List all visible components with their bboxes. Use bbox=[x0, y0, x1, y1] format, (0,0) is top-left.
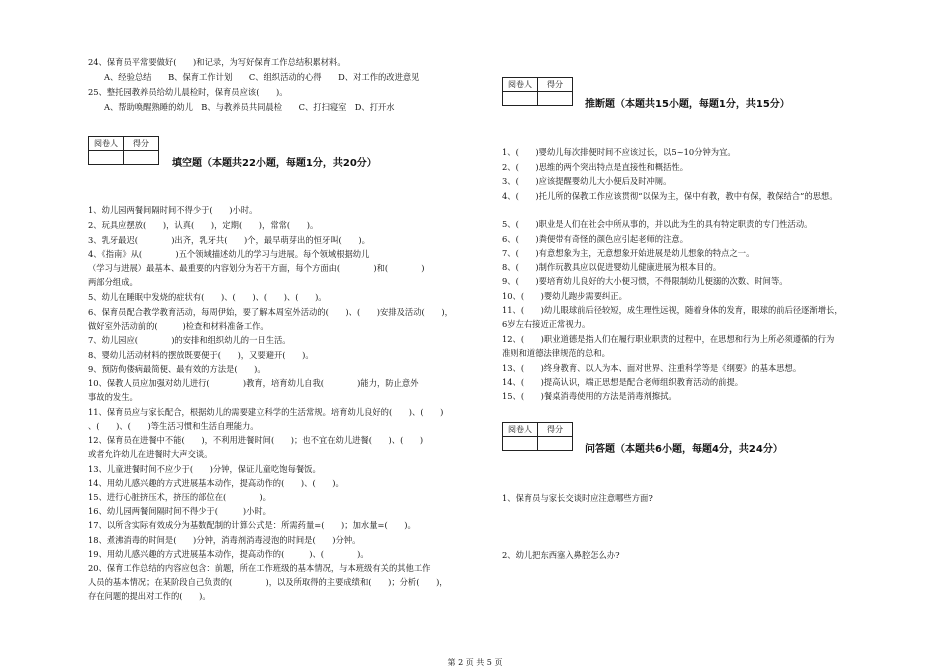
fill-line: 、( )、( )等生活习惯和生活自理能力。 bbox=[88, 421, 259, 431]
fill-line: 11、保育员应与家长配合，根据幼儿的需要建立科学的生活常规。培育幼儿良好的( )、( ) bbox=[88, 407, 444, 417]
judge-line: 7、( )有意想象为主，无意想象开始进展是幼儿想象的特点之一。 bbox=[502, 248, 755, 258]
fill-line: 18、煮沸消毒的时间是( )分钟，消毒剂消毒浸泡的时间是( )分钟。 bbox=[88, 535, 361, 545]
fill-line: 8、婴幼儿活动材料的摆放既要便于( )，又要避开( )。 bbox=[88, 350, 314, 360]
fill-line: 3、乳牙最迟( )出齐，乳牙共( )个，最早萌芽出的恒牙叫( )。 bbox=[88, 235, 370, 245]
page-footer: 第 2 页 共 5 页 bbox=[447, 658, 503, 667]
judge-section-title: 推断题（本题共15小题，每题1分，共15分） bbox=[585, 99, 790, 110]
judge-line: 14、( )提高认识，端正思想是配合老师组织教育活动的前提。 bbox=[502, 377, 744, 387]
judge-line: 6、( )粪便带有奇怪的颜色应引起老师的注意。 bbox=[502, 234, 688, 244]
fill-line: 15、进行心脏挤压术，挤压的部位在( )。 bbox=[88, 492, 271, 502]
judge-line: 4、( )托儿所的保教工作应该贯彻“以保为主，保中有教，教中有保，教保结合”的思想。 bbox=[502, 191, 838, 201]
fill-line: 19、用幼儿感兴趣的方式进展基本动作，提高动作的( )、( )。 bbox=[88, 549, 369, 559]
fill-score-box bbox=[88, 136, 159, 165]
reviewer-label: 阅卷人 bbox=[503, 78, 538, 92]
fill-line: 20、保育工作总结的内容应包含：前题，所在工作班级的基本情况，与本班级有关的其他工作 bbox=[88, 563, 431, 573]
fill-line: （学习与进展）最基本、最重要的内容划分为若干方面，每个方面由( )和( ) bbox=[88, 263, 425, 273]
judge-line: 15、( )餐桌消毒使用的方法是消毒剂擦拭。 bbox=[502, 391, 677, 401]
fill-line: 或者允许幼儿在进餐时大声交谈。 bbox=[88, 449, 213, 459]
fill-line: 14、用幼儿感兴趣的方式进展基本动作，提高动作的( )、( )。 bbox=[88, 478, 344, 488]
qa-score-box bbox=[502, 422, 573, 451]
fill-line: 事故的发生。 bbox=[88, 392, 138, 402]
score-label: 得分 bbox=[124, 137, 159, 151]
qa-question-2: 2、幼儿把东西塞入鼻腔怎么办? bbox=[502, 550, 620, 560]
fill-line: 17、以所含实际有效成分为基数配制的计算公式是：所需药量=( )；加水量=( )。 bbox=[88, 520, 416, 530]
question-24-stem: 24、保育员平常要做好( )和记录，为写好保育工作总结积累材料。 bbox=[88, 57, 346, 67]
judge-line: 准则和道德法律规范的总和。 bbox=[502, 348, 610, 358]
reviewer-label: 阅卷人 bbox=[89, 137, 124, 151]
judge-line: 6岁左右接近正常视力。 bbox=[502, 319, 591, 329]
fill-line: 2、玩具应摆放( )，认真( )，定期( )，常常( )。 bbox=[88, 220, 319, 230]
judge-line: 8、( )制作玩教具应以促进婴幼儿健康进展为根本目的。 bbox=[502, 262, 722, 272]
qa-question-1: 1、保育员与家长交谈时应注意哪些方面? bbox=[502, 493, 653, 503]
fill-line: 人员的基本情况；在某阶段自己负责的( )，以及所取得的主要成绩和( )；分析( )， bbox=[88, 577, 448, 587]
judge-line: 5、( )职业是人们在社会中所从事的，并以此为生的具有特定职责的专门性活动。 bbox=[502, 219, 813, 229]
fill-section-title: 填空题（本题共22小题，每题1分，共20分） bbox=[172, 158, 377, 169]
judge-line: 10、( )婴幼儿跑步需要纠正。 bbox=[502, 291, 627, 301]
fill-line: 5、幼儿在睡眠中发烧的症状有( )、( )、( )、( )。 bbox=[88, 292, 327, 302]
score-label: 得分 bbox=[538, 423, 573, 437]
judge-line: 12、( )职业道德是指人们在履行职业职责的过程中，在思想和行为上所必须遵循的行为 bbox=[502, 334, 835, 344]
fill-line: 4、《指南》从( )五个领域描述幼儿的学习与进展。每个领域根据幼儿 bbox=[88, 249, 370, 259]
judge-line: 1、( )婴幼儿每次排便时间不应该过长，以5~10分钟为宜。 bbox=[502, 147, 736, 157]
fill-line: 存在问题的提出对工作的( )。 bbox=[88, 591, 211, 601]
reviewer-label: 阅卷人 bbox=[503, 423, 538, 437]
fill-line: 16、幼儿园两餐间隔时间不得少于( )小时。 bbox=[88, 506, 271, 516]
fill-line: 9、预防佝偻病最简便、最有效的方法是( )。 bbox=[88, 364, 266, 374]
fill-line: 10、保教人员应加强对幼儿进行( )教育，培育幼儿自我( )能力，防止意外 bbox=[88, 378, 419, 388]
question-24-options: A、经验总结 B、保育工作计划 C、组织活动的心得 D、对工作的改进意见 bbox=[104, 72, 420, 82]
judge-score-box bbox=[502, 77, 573, 106]
fill-line: 12、保育员在进餐中不能( )，不利用进餐时间( )；也不宜在幼儿进餐( )、( ) bbox=[88, 435, 424, 445]
fill-line: 两部分组成。 bbox=[88, 277, 138, 287]
judge-line: 2、( )思维的两个突出特点是直接性和概括性。 bbox=[502, 162, 688, 172]
fill-line: 做好室外活动前的( )检查和材料准备工作。 bbox=[88, 321, 269, 331]
fill-line: 1、幼儿园两餐间隔时间不得少于( )小时。 bbox=[88, 205, 258, 215]
question-25-stem: 25、整托园教养员给幼儿晨检时，保育员应该( )。 bbox=[88, 87, 288, 97]
fill-line: 7、幼儿园应( )的安排和组织幼儿的一日生活。 bbox=[88, 335, 291, 345]
judge-line: 13、( )终身教育、以人为本、面对世界、注重科学等是《纲要》的基本思想。 bbox=[502, 363, 802, 373]
qa-section-title: 问答题（本题共6小题，每题4分，共24分） bbox=[585, 444, 783, 455]
judge-line: 11、( )幼儿眼球前后径较短，成生理性远视，随着身体的发育，眼球的前后径逐渐增长， bbox=[502, 305, 843, 315]
judge-line: 3、( )应该提醒婴幼儿大小便后及时冲厕。 bbox=[502, 176, 672, 186]
score-label: 得分 bbox=[538, 78, 573, 92]
question-25-options: A、帮助唤醒熟睡的幼儿 B、与教养员共同晨检 C、打扫寝室 D、打开水 bbox=[104, 102, 395, 112]
judge-line: 9、( )要培育幼儿良好的大小便习惯，不得限制幼儿便溺的次数、时间等。 bbox=[502, 276, 788, 286]
fill-line: 6、保育员配合教学教育活动，每周伊始，要了解本周室外活动的( )、( )安排及活动( )， bbox=[88, 307, 453, 317]
fill-line: 13、儿童进餐时间不应少于( )分钟，保证儿童吃饱每餐饭。 bbox=[88, 464, 321, 474]
